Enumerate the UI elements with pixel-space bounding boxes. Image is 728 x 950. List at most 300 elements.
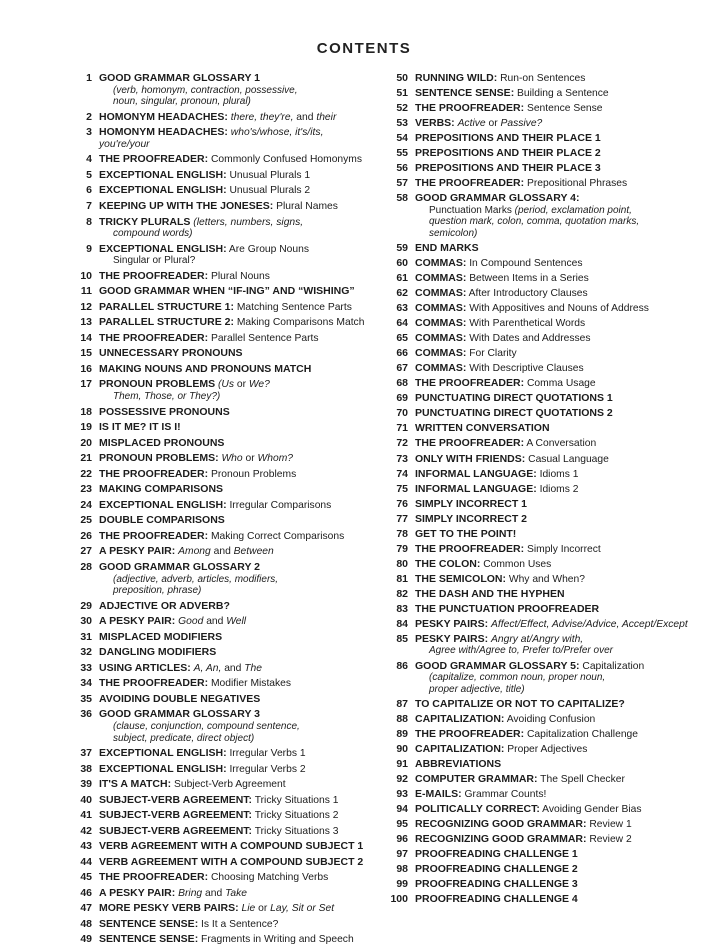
entry-body: [99, 201, 376, 213]
entry-body: [415, 834, 725, 846]
entry-number: 89: [396, 727, 408, 740]
entry-body: [99, 857, 376, 869]
entry-title: IS IT ME? IT IS I!: [99, 421, 181, 434]
entry-subtitle: Unusual Plurals 2: [226, 185, 311, 197]
entry-body: [415, 634, 725, 657]
entry-subtitle: Subject-Verb Agreement: [171, 779, 286, 791]
entry-title: COMMAS:: [415, 257, 467, 270]
entry-number: 82: [396, 587, 408, 600]
entry-detail-italic: semicolon): [429, 228, 478, 240]
entry-detail: [415, 228, 725, 240]
entry-number: 93: [396, 787, 408, 800]
entry-body: [99, 271, 376, 283]
toc-entry: [380, 133, 725, 145]
entry-body: [415, 133, 725, 145]
entry-number: 27: [80, 545, 92, 558]
entry-subtitle: Capitalization Challenge: [524, 728, 639, 740]
entry-title: END MARKS: [415, 242, 479, 255]
toc-entry: [76, 438, 376, 450]
entry-subtitle: Review 1: [586, 818, 632, 830]
entry-body: [415, 178, 725, 190]
toc-entry: [76, 286, 376, 298]
toc-entry: [380, 894, 725, 906]
entry-number: 30: [80, 615, 92, 628]
entry-subtitle: Are Group Nouns: [226, 243, 309, 255]
entry-title: THE SEMICOLON:: [415, 572, 506, 585]
toc-entry: [380, 243, 725, 255]
entry-body: [99, 888, 376, 900]
entry-title: POSSESSIVE PRONOUNS: [99, 405, 230, 418]
entry-title: PREPOSITIONS AND THEIR PLACE 3: [415, 162, 601, 175]
toc-entry: [380, 118, 725, 130]
contents-right-column: [380, 73, 725, 909]
entry-number: 53: [396, 117, 408, 130]
entry-body: [99, 407, 376, 419]
entry-body: [99, 826, 376, 838]
entry-body: [415, 804, 725, 816]
toc-entry: [76, 271, 376, 283]
entry-body: [415, 589, 725, 601]
toc-entry: [76, 112, 376, 124]
entry-number: 49: [80, 933, 92, 946]
entry-title: SIMPLY INCORRECT 1: [415, 497, 528, 510]
entry-title: PRONOUN PROBLEMS:: [99, 452, 219, 465]
entry-title: GET TO THE POINT!: [415, 527, 517, 540]
toc-entry: [380, 544, 725, 556]
entry-title: VERB AGREEMENT WITH A COMPOUND SUBJECT 1: [99, 840, 364, 853]
entry-number: 25: [80, 514, 92, 527]
toc-entry: [380, 378, 725, 390]
entry-body: [415, 604, 725, 616]
entry-title: COMMAS:: [415, 332, 467, 345]
entry-title: THE PROOFREADER:: [99, 529, 209, 542]
entry-number: 91: [396, 757, 408, 770]
entry-subtitle: Capitalization: [579, 660, 645, 672]
entry-body: [415, 559, 725, 571]
entry-body: [415, 819, 725, 831]
entry-title: COMMAS:: [415, 347, 467, 360]
entry-title: THE PROOFREADER:: [99, 269, 209, 282]
toc-entry: [380, 178, 725, 190]
entry-title: PROOFREADING CHALLENGE 1: [415, 848, 578, 861]
entry-title: POLITICALLY CORRECT:: [415, 802, 540, 815]
entry-subtitle: A Conversation: [524, 438, 597, 450]
toc-entry: [380, 864, 725, 876]
entry-number: 54: [396, 132, 408, 145]
toc-entry: [380, 454, 725, 466]
entry-subtitle: Making Comparisons Match: [233, 317, 365, 329]
entry-number: 5: [86, 168, 92, 181]
entry-body: [99, 841, 376, 853]
entry-subtitle: Commonly Confused Homonyms: [208, 154, 363, 166]
entry-number: 63: [396, 302, 408, 315]
entry-number: 17: [80, 378, 92, 391]
toc-entry: [76, 748, 376, 760]
entry-body: [415, 288, 725, 300]
toc-entry: [76, 903, 376, 915]
toc-entry: [76, 407, 376, 419]
entry-subtitle-italic: Who: [221, 453, 243, 465]
entry-number: 55: [396, 147, 408, 160]
toc-entry: [76, 469, 376, 481]
entry-number: 6: [86, 184, 92, 197]
entry-title: THE PROOFREADER:: [415, 727, 525, 740]
entry-body: [99, 364, 376, 376]
entry-subtitle: Pronoun Problems: [208, 468, 297, 480]
entry-number: 37: [80, 747, 92, 760]
toc-entry: [380, 333, 725, 345]
toc-entry: [76, 154, 376, 166]
toc-entry: [380, 348, 725, 360]
entry-number: 21: [80, 452, 92, 465]
entry-title: GOOD GRAMMAR GLOSSARY 4:: [415, 192, 580, 205]
toc-entry: [76, 364, 376, 376]
entry-subtitle-italic: Affect/Effect, Advise/Advice, Accept/Except: [491, 618, 688, 630]
entry-title: SENTENCE SENSE:: [415, 87, 515, 100]
entry-body: [99, 217, 376, 240]
entry-title: HOMONYM HEADACHES:: [99, 110, 228, 123]
toc-entry: [380, 288, 725, 300]
entry-body: [415, 363, 725, 375]
entry-body: [415, 393, 725, 405]
entry-subtitle: Sentence Sense: [524, 103, 603, 115]
entry-number: 11: [80, 285, 92, 298]
entry-detail-italic: question mark, colon, comma, quotation marks,: [429, 216, 640, 228]
entry-body: [99, 562, 376, 597]
entry-title: USING ARTICLES:: [99, 661, 191, 674]
entry-body: [99, 531, 376, 543]
entry-number: 9: [86, 242, 92, 255]
entry-title: PESKY PAIRS:: [415, 617, 489, 630]
toc-entry: [380, 318, 725, 330]
entry-detail: compound words): [113, 228, 193, 240]
entry-title: PRONOUN PROBLEMS: [99, 378, 216, 391]
entry-body: [99, 379, 376, 402]
toc-entry: [380, 529, 725, 541]
entry-subtitle: Choosing Matching Verbs: [208, 872, 329, 884]
entry-number: 68: [396, 377, 408, 390]
toc-entry: [380, 729, 725, 741]
entry-subtitle: Irregular Verbs 2: [226, 763, 306, 775]
entry-number: 83: [396, 602, 408, 615]
entry-body: [99, 934, 376, 946]
entry-number: 45: [80, 871, 92, 884]
entry-detail: (capitalize, common noun, proper noun,: [429, 672, 606, 684]
entry-body: [415, 454, 725, 466]
entry-number: 66: [396, 347, 408, 360]
entry-body: [415, 744, 725, 756]
entry-title: CAPITALIZATION:: [415, 712, 505, 725]
entry-body: [99, 286, 376, 298]
entry-body: [415, 333, 725, 345]
toc-entry: [76, 379, 376, 402]
entry-body: [99, 302, 376, 314]
entry-body: [99, 484, 376, 496]
entry-body: [415, 103, 725, 115]
toc-entry: [76, 73, 376, 108]
entry-number: 73: [396, 452, 408, 465]
toc-entry: [76, 857, 376, 869]
entry-title: INFORMAL LANGUAGE:: [415, 482, 537, 495]
entry-detail: preposition, phrase): [113, 585, 202, 597]
entry-body: [415, 348, 725, 360]
contents-left-column: [76, 73, 376, 950]
entry-number: 51: [396, 87, 408, 100]
toc-entry: [380, 789, 725, 801]
entry-subtitle: Common Uses: [480, 558, 552, 570]
entry-subtitle: Is It a Sentence?: [198, 918, 279, 930]
entry-number: 78: [396, 527, 408, 540]
entry-detail: [415, 216, 725, 228]
entry-subtitle: Parallel Sentence Parts: [208, 332, 319, 344]
entry-title: ONLY WITH FRIENDS:: [415, 452, 526, 465]
entry-body: [415, 574, 725, 586]
entry-number: 33: [80, 661, 92, 674]
entry-number: 2: [86, 110, 92, 123]
entry-subtitle: [488, 619, 688, 630]
entry-title: SENTENCE SENSE:: [99, 933, 199, 946]
entry-title: MISPLACED MODIFIERS: [99, 630, 223, 643]
entry-title: IT'S A MATCH:: [99, 778, 172, 791]
entry-subtitle: Irregular Verbs 1: [226, 748, 306, 760]
entry-subtitle-italic: (letters, numbers, signs,: [193, 216, 304, 228]
toc-entry: [380, 634, 725, 657]
entry-number: 15: [80, 347, 92, 360]
entry-subtitle: Modifier Mistakes: [208, 678, 292, 690]
entry-title: WRITTEN CONVERSATION: [415, 422, 550, 435]
entry-body: [99, 795, 376, 807]
entry-number: 81: [396, 572, 408, 585]
entry-number: 42: [80, 824, 92, 837]
entry-detail-italic: (period, exclamation point,: [514, 204, 632, 216]
entry-number: 39: [80, 778, 92, 791]
entry-number: 70: [396, 407, 408, 420]
toc-entry: [380, 699, 725, 711]
toc-entry: [76, 601, 376, 613]
entry-title: E-MAILS:: [415, 787, 462, 800]
entry-subtitle-italic: their: [316, 111, 337, 123]
entry-subtitle: Plural Nouns: [208, 270, 270, 282]
entry-number: 75: [396, 482, 408, 495]
entry-title: RECOGNIZING GOOD GRAMMAR:: [415, 833, 587, 845]
entry-body: [415, 88, 725, 100]
entry-subtitle-italic: Lay, Sit or Set: [270, 903, 335, 915]
entry-body: [415, 423, 725, 435]
entry-body: [415, 318, 725, 330]
entry-body: [415, 529, 725, 541]
entry-body: [99, 317, 376, 329]
entry-number: 76: [396, 497, 408, 510]
toc-entry: [380, 484, 725, 496]
entry-number: 31: [80, 630, 92, 643]
entry-number: 12: [80, 300, 92, 313]
entry-number: 38: [80, 762, 92, 775]
entry-body: [415, 514, 725, 526]
entry-detail: noun, singular, pronoun, plural): [113, 96, 251, 108]
toc-entry: [380, 103, 725, 115]
entry-number: 86: [396, 659, 408, 672]
entry-title: VERB AGREEMENT WITH A COMPOUND SUBJECT 2: [99, 855, 364, 868]
entry-number: 50: [396, 72, 408, 84]
entry-body: [415, 258, 725, 270]
toc-entry: [76, 795, 376, 807]
entry-title: PUNCTUATING DIRECT QUOTATIONS 1: [415, 392, 613, 405]
entry-subtitle-italic: Passive?: [500, 118, 543, 130]
toc-entry: [76, 810, 376, 822]
entry-title: SIMPLY INCORRECT 2: [415, 512, 528, 525]
toc-entry: [380, 438, 725, 450]
toc-entry: [76, 244, 376, 267]
entry-body: [99, 810, 376, 822]
entry-title: THE PUNCTUATION PROOFREADER: [415, 602, 600, 615]
toc-entry: [380, 469, 725, 481]
toc-entry: [380, 363, 725, 375]
entry-title: GOOD GRAMMAR GLOSSARY 3: [99, 708, 261, 721]
entry-subtitle: Casual Language: [525, 453, 609, 465]
entry-subtitle: Irregular Comparisons: [226, 499, 332, 511]
entry-title: EXCEPTIONAL ENGLISH:: [99, 242, 227, 255]
entry-number: 41: [80, 809, 92, 822]
entry-number: 77: [396, 512, 408, 525]
entry-detail: (clause, conjunction, compound sentence,: [113, 720, 300, 732]
entry-subtitle-italic: Active: [457, 118, 486, 130]
entry-subtitle: With Dates and Addresses: [466, 333, 591, 345]
entry-title: ADJECTIVE OR ADVERB?: [99, 599, 230, 612]
entry-subtitle: Bring and Take: [178, 887, 248, 899]
entry-subtitle: Lie or Lay, Sit or Set: [241, 903, 335, 915]
entry-detail: Punctuation Marks (period, exclamation point,: [429, 204, 632, 216]
entry-body: [99, 333, 376, 345]
toc-entry: [76, 919, 376, 931]
entry-subtitle-italic: there, they're,: [230, 111, 294, 123]
entry-title: RUNNING WILD:: [415, 72, 498, 84]
entry-body: [99, 663, 376, 675]
toc-entry: [380, 393, 725, 405]
toc-entry: [76, 546, 376, 558]
entry-title: A PESKY PAIR:: [99, 615, 176, 628]
page-title: CONTENTS: [316, 40, 412, 57]
entry-title: THE PROOFREADER:: [415, 177, 525, 190]
entry-body: [415, 243, 725, 255]
entry-body: [415, 438, 725, 450]
entry-detail: Them, Those, or They?): [113, 391, 221, 403]
entry-title: THE PROOFREADER:: [415, 377, 525, 390]
entry-subtitle: Who or Whom?: [221, 453, 294, 465]
entry-number: 36: [80, 708, 92, 721]
entry-number: 44: [80, 855, 92, 868]
toc-entry: [380, 589, 725, 601]
entry-subtitle: A, An, and The: [193, 662, 262, 674]
toc-entry: [76, 888, 376, 900]
entry-body: [99, 154, 376, 166]
entry-body: [99, 709, 376, 744]
entry-body: [415, 699, 725, 711]
entry-subtitle: Active or Passive?: [457, 118, 543, 130]
entry-title: THE PROOFREADER:: [99, 677, 209, 690]
entry-number: 99: [396, 878, 408, 891]
entry-title: VERBS:: [415, 117, 455, 130]
entry-number: 65: [396, 332, 408, 345]
entry-number: 4: [86, 153, 92, 166]
toc-entry: [380, 774, 725, 786]
entry-title: GOOD GRAMMAR GLOSSARY 2: [99, 560, 261, 573]
entry-subtitle: Fragments in Writing and Speech: [198, 934, 354, 946]
entry-number: 58: [396, 192, 408, 205]
entry-body: [99, 73, 376, 108]
entry-title: THE PROOFREADER:: [415, 437, 525, 450]
entry-title: PUNCTUATING DIRECT QUOTATIONS 2: [415, 407, 613, 420]
entry-subtitle-italic: who's/whose, it's/its, you're/your: [99, 127, 324, 150]
entry-title: COMMAS:: [415, 362, 467, 375]
entry-number: 61: [396, 272, 408, 285]
entry-title: THE PROOFREADER:: [99, 871, 209, 884]
toc-entry: [380, 559, 725, 571]
entry-body: [99, 616, 376, 628]
entry-number: 92: [396, 772, 408, 785]
toc-entry: [380, 604, 725, 616]
entry-title: AVOIDING DOUBLE NEGATIVES: [99, 692, 261, 705]
entry-number: 64: [396, 317, 408, 330]
entry-number: 22: [80, 467, 92, 480]
entry-title: DOUBLE COMPARISONS: [99, 514, 225, 527]
entry-title: KEEPING UP WITH THE JONESES:: [99, 199, 274, 212]
entry-body: [99, 546, 376, 558]
entry-number: 56: [396, 162, 408, 175]
toc-entry: [76, 764, 376, 776]
entry-title: COMPUTER GRAMMAR:: [415, 772, 538, 785]
entry-body: [99, 779, 376, 791]
entry-body: [99, 453, 376, 465]
entry-subtitle: [488, 634, 583, 645]
toc-entry: [76, 333, 376, 345]
toc-entry: [76, 317, 376, 329]
entry-body: [99, 127, 376, 150]
entry-body: [415, 544, 725, 556]
entry-body: [99, 601, 376, 613]
entry-body: [99, 919, 376, 931]
entry-number: 7: [86, 199, 92, 212]
entry-title: COMMAS:: [415, 317, 467, 330]
entry-number: 60: [396, 257, 408, 270]
entry-title: COMMAS:: [415, 302, 467, 315]
toc-entry: [76, 348, 376, 360]
entry-body: [99, 438, 376, 450]
toc-entry: [76, 694, 376, 706]
entry-subtitle: For Clarity: [466, 348, 517, 360]
entry-number: 98: [396, 863, 408, 876]
toc-entry: [380, 303, 725, 315]
toc-entry: [76, 678, 376, 690]
entry-title: COMMAS:: [415, 287, 467, 300]
toc-entry: [76, 531, 376, 543]
entry-body: [99, 500, 376, 512]
entry-detail: subject, predicate, direct object): [113, 732, 255, 744]
entry-body: [99, 647, 376, 659]
entry-number: 13: [80, 316, 92, 329]
entry-detail: (verb, homonym, contraction, possessive,: [113, 84, 298, 96]
entry-number: 26: [80, 529, 92, 542]
entry-title: PROOFREADING CHALLENGE 4: [415, 893, 578, 906]
entry-detail: (adjective, adverb, articles, modifiers,: [113, 573, 279, 585]
toc-entry: [76, 826, 376, 838]
entry-subtitle-italic: Take: [225, 887, 248, 899]
toc-entry: [76, 647, 376, 659]
entry-subtitle-italic: Among: [178, 546, 211, 558]
entry-detail: Singular or Plural?: [113, 255, 196, 267]
entry-subtitle: In Compound Sentences: [466, 258, 583, 270]
entry-title: A PESKY PAIR:: [99, 545, 176, 558]
entry-body: [99, 170, 376, 182]
